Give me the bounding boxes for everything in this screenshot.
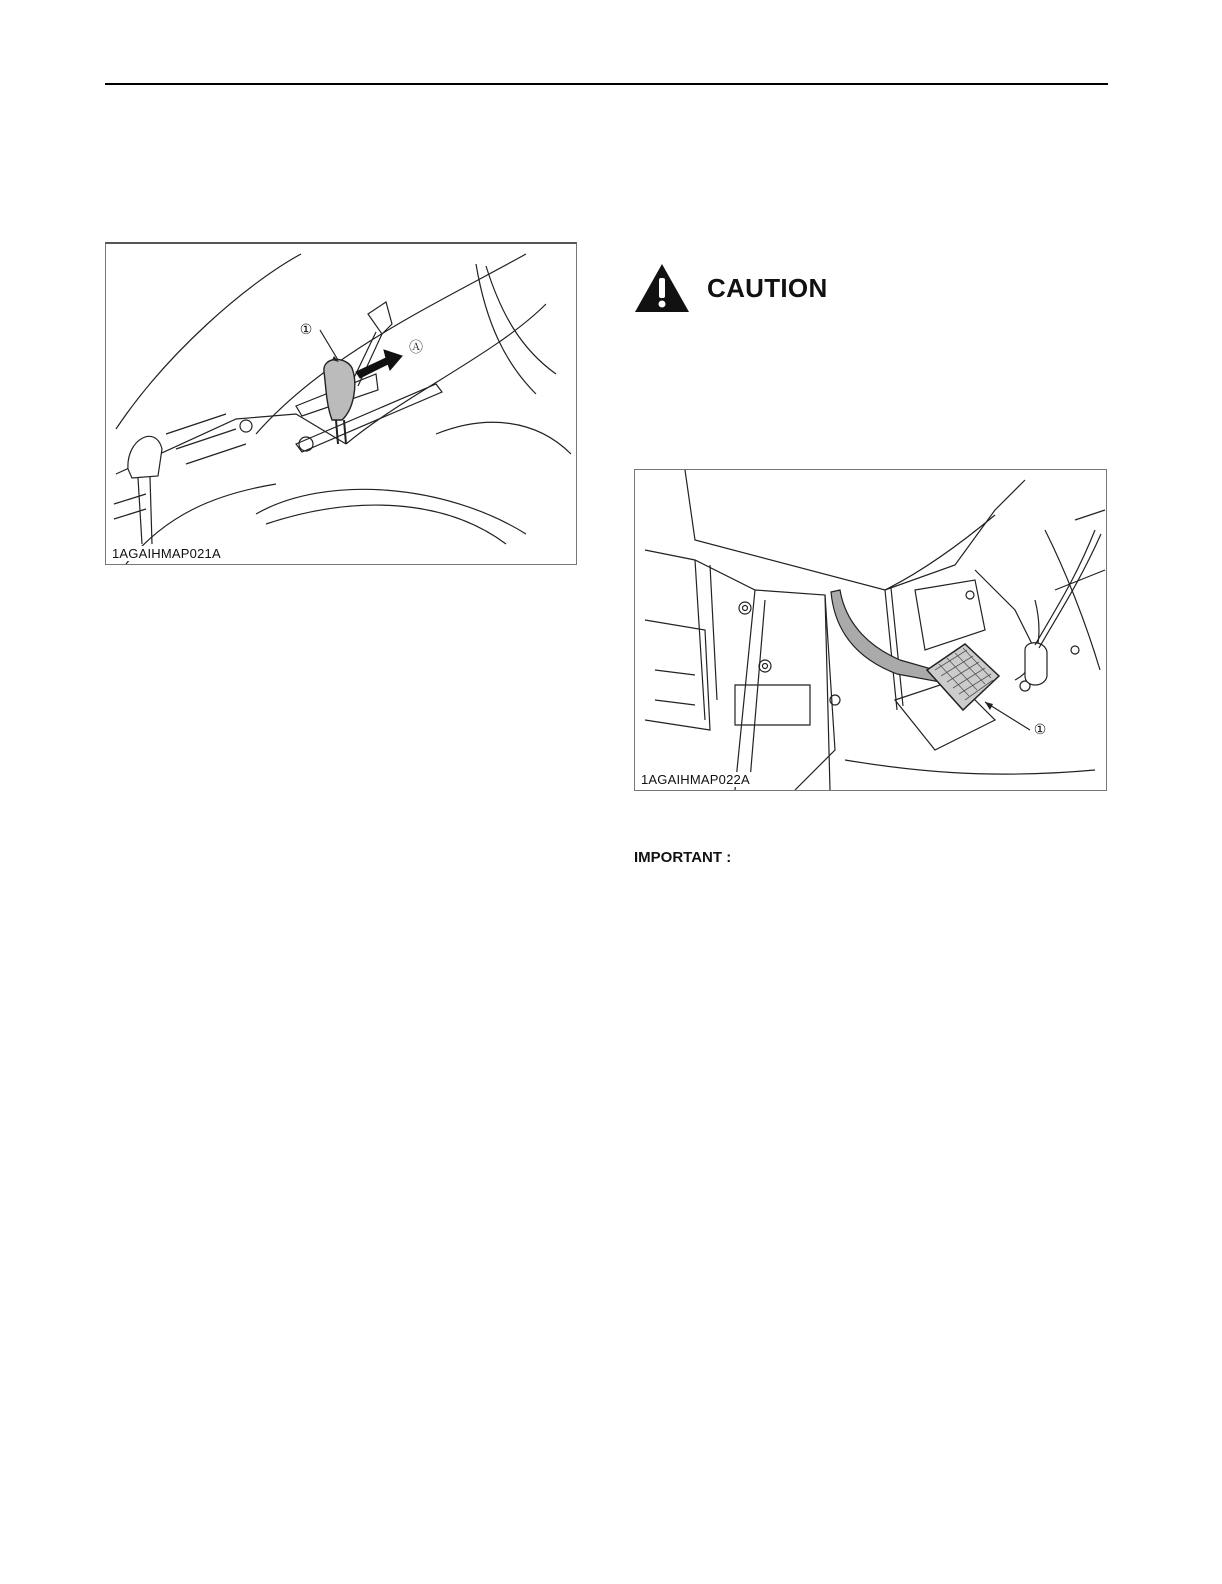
caution-label: CAUTION bbox=[707, 272, 828, 303]
caution-header bbox=[633, 262, 828, 314]
warning-triangle-icon bbox=[633, 262, 691, 314]
callout-1: ① bbox=[1033, 721, 1047, 737]
brake-pedal-pad bbox=[927, 644, 999, 710]
pedal-drawing bbox=[635, 470, 1106, 790]
header-rule bbox=[105, 83, 1108, 85]
callout-a: Ⓐ bbox=[409, 339, 423, 355]
figure-lever-illustration bbox=[105, 242, 577, 565]
lever-drawing bbox=[106, 244, 576, 564]
important-label: IMPORTANT : bbox=[634, 849, 732, 866]
figure-code: 1AGAIHMAP021A bbox=[112, 546, 221, 561]
callout-1: ① bbox=[299, 321, 313, 337]
direction-arrow-icon bbox=[356, 350, 402, 378]
figure-pedal-illustration bbox=[634, 469, 1107, 791]
pedal-arm bbox=[831, 590, 940, 682]
figure-code: 1AGAIHMAP022A bbox=[641, 772, 750, 787]
